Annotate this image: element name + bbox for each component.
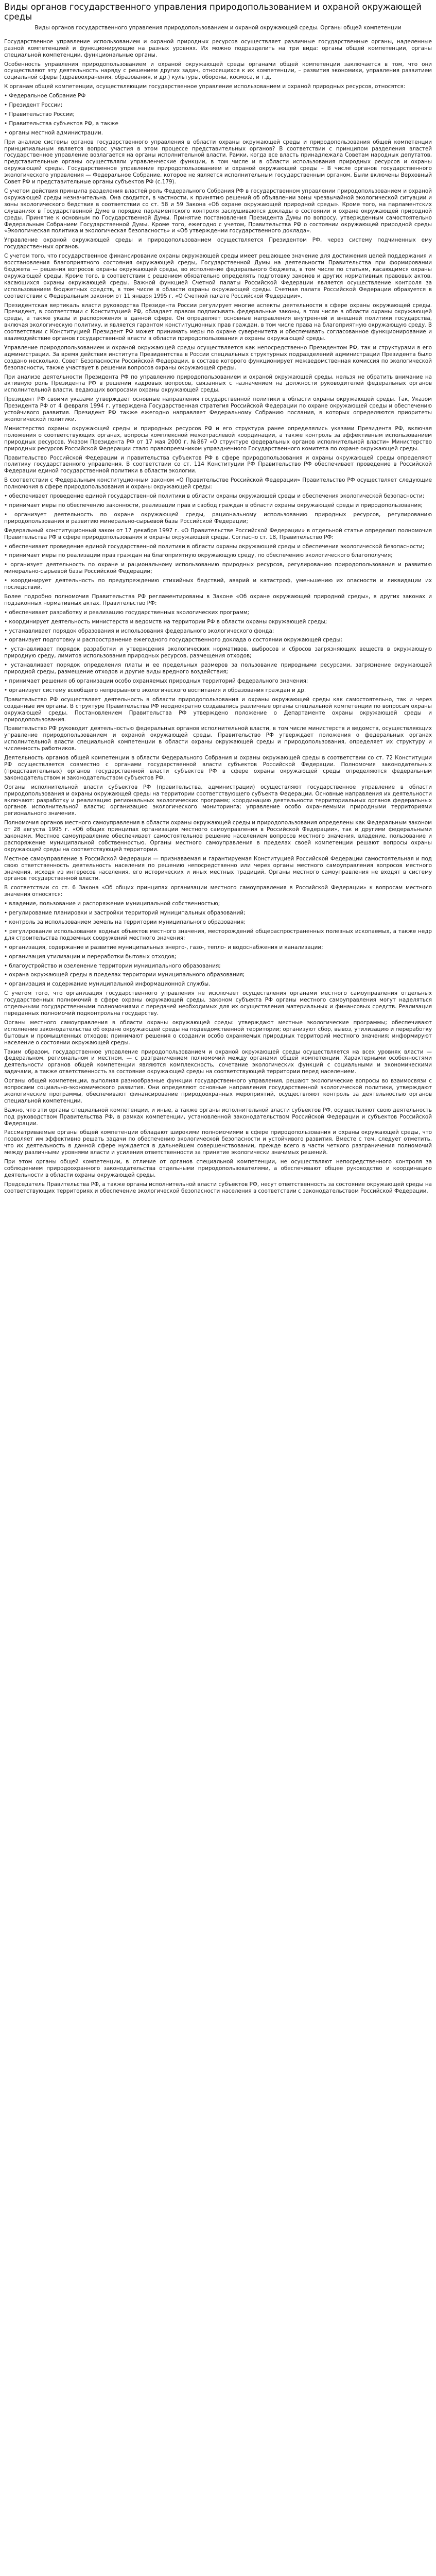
list-item: • организация и содержание муниципальной информационной службы. [4,981,211,988]
list-item: • регулирование планировки и застройки территорий муниципальных образований; [4,910,246,917]
list-item: • координирует деятельность по предупреждению стихийных бедствий, аварий и катастроф, уменьшению их опасности и ликвидации их последствий. [4,578,432,591]
paragraph: Деятельность органов общей компетенции в области Федерального Собрания и охраны окружающей среды в соответствии со ст. 72 Конституции РФ осуществляется совместно с органами государственной власти субъектов Российской Федерации. Полномочия законодательных (представительных) органов государственной власти субъектов РФ в сфере охраны окружающей среды определяются федеральным законодательством и законодательством субъектов РФ. [4,755,432,781]
list-item: • контроль за использованием земель на территории муниципального образования; [4,919,246,926]
list-item: • принимает решения об организации особо охраняемых природных территорий федерального значения; [4,678,308,685]
paragraph: С учетом того, что государственное финансирование охраны окружающей среды имеет решающее значение для достижения целей поддержания и восстановления благоприятного состояния окружающей среды, Государственной Думы на деятельности Правительства при формировании бюджета — решения вопросов охраны окружающей среды, во исполнение федерального бюджета, в том числе по статьям, касающимся охраны окружающей среды. Кроме того, в соответствии с решением обязательно определять подготовку законов и других нормативных правовых актов, касающихся охраны окружающей среды. Важной функцией Счетной палаты Российской Федерации является осуществление контроля за использованием бюджетных средств, в том числе в области охраны окружающей среды. Счетная палата Российской Федерации образуется в соответствии с Федеральным законом от 11 января 1995 г. «О Счетной палате Российской Федерации». [4,253,432,299]
list-item: • регулирование использования водных объектов местного значения, месторождений общераспространенных полезных ископаемых, а также недр для строительства подземных сооружений местного значения; [4,928,432,941]
paragraph: Государственное управление использованием и охраной природных ресурсов осуществляет различные государственные органы, наделенные разной компетенцией и функционирующие на разных уровнях. Их можно подразделить на три вида: органы общей компетенции, органы специальной компетенции, функциональные органы. [4,38,432,58]
list-item: • устанавливает порядок образования и использования федерального экологического фонда; [4,628,274,634]
document-page [0,0,436,1195]
paragraph: С учетом действия принципа разделения властей роль Федерального Собрания РФ в государственном управлении природопользованием и охраной окружающей среды незначительна. Она сводится, в частности, к принятию решений об объявлении зоны чрезвычайной экологической ситуации и зоны экологического бедствия в соответствии со ст. 58 и 59 Закона «Об охране окружающей природной среды». Кроме того, на парламентских слушаниях в Государственной Думе в порядке парламентского контроля заслушиваются доклады о состоянии и охране окружающей природной среды. Принятие к основным по Государственной Думы. Принятие постановления Президента Думы по вопросу, утвержденным самостоятельно Федеральным Собранием Государственной Думы. Кроме того, ежегодно с учетом, Правительства РФ о состоянии окружающей природной среды «Экологическая политика и экологическая безопасность» и «Об утверждении государственного доклада». [4,188,432,234]
paragraph: При анализе деятельности Президента РФ по управлению природопользованием и охраной окружающей среды, нельзя не обратить внимание на активную роль Президента РФ в решении кадровых вопросов, связанных с назначением на должности руководителей федеральных органов исполнительной власти, ведающих вопросами охраны окружающей среды. [4,374,432,394]
list-item: • Правительства субъектов РФ, а также [4,120,118,127]
list-item: • обеспечивает проведение единой государственной политики в области охраны окружающей среды и обеспечения экологической безопасности; [4,543,425,550]
list-item: • охрана окружающей среды в пределах территории муниципального образования; [4,972,245,978]
page-subtitle: Виды органов государственного управления природопользованием и охраной окружающей среды. Органы общей компетенции [34,25,402,31]
paragraph: Рассматриваемые органы общей компетенции обладают широкими полномочиями в сфере природопользования и охраны окружающей среды, что позволяет им эффективно решать задачи по обеспечению экологической безопасности и устойчивого развития. Вместе с тем, следует отметить, что их деятельность в данной сфере нуждается в дальнейшем совершенствовании, прежде всего в части четкого разграничения полномочий между различными уровнями власти и усиления ответственности за принятие экологически значимых решений. [4,1129,432,1156]
list-item: • обеспечивает разработку и реализацию государственных экологических программ; [4,609,250,616]
paragraph: Важно, что эти органы специальной компетенции, и иные, а также органы исполнительной власти субъектов РФ, осуществляют свою деятельность под руководством Правительства РФ, в рамках компетенции, установленной законодательством Российской Федерации и субъектов Российской Федерации. [4,1107,432,1127]
paragraph: Органы исполнительной власти субъектов РФ (правительства, администрации) осуществляют государственное управление в области природопользования и охраны окружающей среды на территории соответствующего субъекта Федерации. Основные направления их деятельности включают: разработку и реализацию региональных экологических программ; координацию деятельности территориальных органов федеральных органов исполнительной власти; организацию экологического мониторинга; управление особо охраняемыми природными территориями регионального значения. [4,784,432,817]
paragraph: Президентская вертикаль власти руководства Президента России регулирует многие аспекты деятельности в сфере охраны окружающей среды. Президент, в соответствии с Конституцией РФ, обладает правом подписывать федеральные законы, в том числе в области охраны окружающей среды, а также указы и распоряжения в данной сфере. Он определяет основные направления внутренней и внешней политики государства, включая экологическую политику, и является гарантом конституционных прав граждан, в том числе права на благоприятную окружающую среду. В соответствии с Конституцией Президент РФ может принимать меры по охране суверенитета и обеспечивать согласованное функционирование и взаимодействие органов государственной власти в области природопользования и охраны окружающей среды. [4,302,432,342]
list-item: • Федеральное Собрание РФ [4,93,86,99]
paragraph: Более подробно полномочия Правительства РФ регламентированы в Законе «Об охране окружающей природной среды», в других законах и подзаконных нормативных актах. Правительство РФ: [4,593,432,606]
paragraph: При анализе системы органов государственного управления в области охраны окружающей среды и природопользования общей компетенции принципиальным является вопрос участия в этом процессе представительных органов? В соответствии с принципом разделения властей государственное управление возлагается на органы исполнительной власти. Рамки, когда все власть принадлежала Советам народных депутатов, представительные органы осуществляли управленческие функции, в том числе и в области использования природных ресурсов и охраны окружающей среды. Государственное управление природопользованием и охраной окружающей среды – В числе органов государственного экологического управления — Федеральное Собрание, которое не является исполнительным государственным органом. Были включены Верховный Совет РФ и представительные органы субъектов РФ (с.179). [4,139,432,185]
list-item: • благоустройство и озеленение территории муниципального образования; [4,962,221,969]
paragraph: Местное самоуправление в Российской Федерации — признаваемая и гарантируемая Конституцией Российской Федерации самостоятельная и под свою ответственность деятельность населения по решению непосредственно или через органы местного самоуправления вопросов местного значения, исходя из интересов населения, его исторических и иных местных традиций. Органы местного самоуправления не входят в систему органов государственной власти. [4,855,432,882]
paragraph: Правительство РФ руководит деятельностью федеральных органов исполнительной власти, в том числе министерств и ведомств, осуществляющих управление природопользованием и охраной окружающей среды. Правительство РФ утверждает положения о федеральных органах исполнительной власти специальной компетенции в области охраны окружающей среды и природопользования, определяет их структуру и численность работников. [4,725,432,752]
paragraph: В соответствии с Федеральным конституционным законом «О Правительстве Российской Федерации» Правительство РФ осуществляет следующие полномочия в сфере природопользования и охраны окружающей среды: [4,477,432,490]
paragraph: К органам общей компетенции, осуществляющим государственное управление использованием и охраной природных ресурсов, относятся: [4,83,406,90]
list-item: • принимает меры по реализации прав граждан на благоприятную окружающую среду, по обеспечению экологического благополучия; [4,552,393,559]
list-item: • принимает меры по обеспечению законности, реализации прав и свобод граждан в области охраны окружающей среды и природопользования; [4,502,423,509]
list-item: • владение, пользование и распоряжение муниципальной собственностью; [4,901,220,907]
list-item: • организация утилизации и переработки бытовых отходов; [4,953,177,960]
paragraph: Председатель Правительства РФ, а также органы исполнительной власти субъектов РФ, несут ответственность за состояние окружающей среды на соответствующих территориях и обеспечение экологической безопасности населения в соответствии с законодательством Российской Федерации. [4,1181,432,1194]
list-item: • организует деятельность по охране окружающей среды, рациональному использованию природных ресурсов, регулированию природопользования и развитию минерально-сырьевой базы Российской Федерации; [4,511,432,524]
list-item: • устанавливает порядок разработки и утверждения экологических нормативов, выбросов и сбросов загрязняющих веществ в окружающую природную среду, лимитов использования природных ресурсов, размещения отходов; [4,646,432,659]
list-item: • органы местной администрации. [4,129,103,136]
paragraph: Федеральный конституционный закон от 17 декабря 1997 г. «О Правительстве Российской Федерации» в отдельной статье определил полномочия Правительства РФ в сфере природопользования и охраны окружающей среды. Согласно ст. 18, Правительство РФ: [4,527,432,540]
paragraph: Управление охраной окружающей среды и природопользованием осуществляется Президентом РФ, через систему подчиненных ему государственных органов. [4,237,432,250]
list-item: • организует подготовку и распространение ежегодного государственного доклада о состоянии окружающей среды; [4,637,342,643]
paragraph: Правительство Российской Федерации и правительства субъектов РФ в сфере природопользования и охраны окружающей среды определяют политику государственного управления. В соответствии со ст. 114 Конституции РФ Правительство РФ обеспечивает проведение в Российской Федерации единой государственной политики в области экологии. [4,454,432,474]
paragraph: Органы общей компетенции, выполняя разнообразные функции государственного управления, решают экологические вопросы во взаимосвязи с вопросами социально-экономического развития. Они определяют основные направления государственной экологической политики, утверждают экологические программы, обеспечивают финансирование природоохранных мероприятий, осуществляют контроль за деятельностью органов специальной компетенции. [4,1078,432,1104]
paragraph: Президент РФ своими указами утверждает основные направления государственной политики в области охраны окружающей среды. Так, Указом Президента РФ от 4 февраля 1994 г. утверждена Государственная стратегия Российской Федерации по охране окружающей среды и обеспечению устойчивого развития. Президент РФ также ежегодно направляет Федеральному Собранию послания, в которых определяются приоритеты экологической политики. [4,396,432,423]
list-item: • координирует деятельность министерств и ведомств на территории РФ в области охраны окружающей среды; [4,618,327,625]
page-title: Виды органов государственного управления природопользованием и охраной окружающей среды [4,2,422,22]
paragraph: Таким образом, государственное управление природопользованием и охраной окружающей среды осуществляется на всех уровнях власти — федеральном, региональном и местном, — с разграничением полномочий между органами общей компетенции. Характерными особенностями деятельности органов общей компетенции являются комплексность, сочетание экологических функций с социальными и экономическими задачами, а также ответственность за состояние окружающей среды на соответствующей территории перед населением. [4,1048,432,1075]
article-body [4,39,432,1195]
paragraph: Органы местного самоуправления в области охраны окружающей среды: утверждают местные экологические программы; обеспечивают исполнение законодательства об охране окружающей среды на подведомственной территории; организуют сбор, вывоз, утилизацию и переработку бытовых и промышленных отходов; принимают решения о создании особо охраняемых природных территорий местного значения; информируют население о состоянии окружающей среды. [4,1019,432,1046]
paragraph: В соответствии со ст. 6 Закона «Об общих принципах организации местного самоуправления в Российской Федерации» к вопросам местного значения относятся: [4,885,432,898]
paragraph: Министерство охраны окружающей среды и природных ресурсов РФ и его структура ранее определялись указами Президента РФ, включая положения о соответствующих органах, вопросы комплексной межотраслевой координации, а также контроль за эффективным использованием природных ресурсов. Указом Президента РФ от 17 мая 2000 г. №867 «О структуре федеральных органов исполнительной власти» Министерство природных ресурсов Российской Федерации стало правопреемником упраздненного Государственного комитета по охране окружающей среды. [4,425,432,452]
paragraph: При этом органы общей компетенции, в отличие от органов специальной компетенции, не осуществляют непосредственного контроля за соблюдением природоохранного законодательства отдельными природопользователями, а обеспечивают общее руководство и координацию деятельности в области охраны окружающей среды. [4,1159,432,1178]
list-item: • обеспечивает проведение единой государственной политики в области охраны окружающей среды и обеспечения экологической безопасности; [4,493,425,500]
paragraph: С учетом того, что организация государственного управления не исключает осуществления органами местного самоуправления отдельных государственных полномочий в сфере охраны окружающей среды, законом субъекта РФ органы местного самоуправления могут наделяться отдельными государственными полномочиями с передачей необходимых для их осуществления материальных и финансовых средств. Реализация переданных полномочий подконтрольна государству. [4,990,432,1016]
paragraph: Полномочия органов местного самоуправления в области охраны окружающей среды и природопользования определены как Федеральным законом от 28 августа 1995 г. «Об общих принципах организации местного самоуправления в Российской Федерации», так и другими федеральными законами. Местное самоуправление обеспечивает самостоятельное решение населением вопросов местного значения, владение, пользование и распоряжение муниципальной собственностью. Органы местного самоуправления в пределах своей компетенции решают вопросы охраны окружающей среды на соответствующей территории. [4,820,432,853]
list-item: • организация, содержание и развитие муниципальных энерго-, газо-, тепло- и водоснабжения и канализации; [4,944,323,951]
list-item: • Правительство России; [4,111,75,117]
list-item: • организует деятельность по охране и рациональному использованию природных ресурсов, регулированию природопользования и развитию минерально-сырьевой базы Российской Федерации; [4,562,432,575]
paragraph: Правительство РФ осуществляет деятельность в области природопользования и охраны окружающей среды как самостоятельно, так и через созданные им органы. В структуре Правительства РФ неоднократно создавались различные органы специальной компетенции по вопросам охраны окружающей среды. Постановлением Правительства РФ утверждено положение о Департаменте охраны окружающей среды и природопользования. [4,696,432,723]
list-item: • устанавливает порядок определения платы и ее предельных размеров за пользование природными ресурсами, загрязнение окружающей природной среды, размещение отходов и другие виды вредного воздействия; [4,662,432,675]
paragraph: Особенность управления природопользованием и охраной окружающей среды органами общей компетенции заключается в том, что они осуществляют эту деятельность наряду с решением других задач, относящихся к их компетенции, – развития экономики, управления развитием социальной сферы (здравоохранения, образования, и др.) культуры, обороны, космоса, и т.д. [4,61,432,81]
paragraph: Управление природопользованием и охраной окружающей среды осуществляется как непосредственно Президентом РФ, так и структурами в его администрации. За время действия института Президентства в России специальных структурных подразделений администрации Президента было создано несколько. Совет Безопасности Российской Федерации, в составе которого функционирует межведомственная комиссия по экологической безопасности, также участвует в решении вопросов охраны окружающей среды. [4,344,432,371]
list-item: • организует систему всеобщего непрерывного экологического воспитания и образования граждан и др. [4,687,306,693]
list-item: • Президент России; [4,102,63,109]
